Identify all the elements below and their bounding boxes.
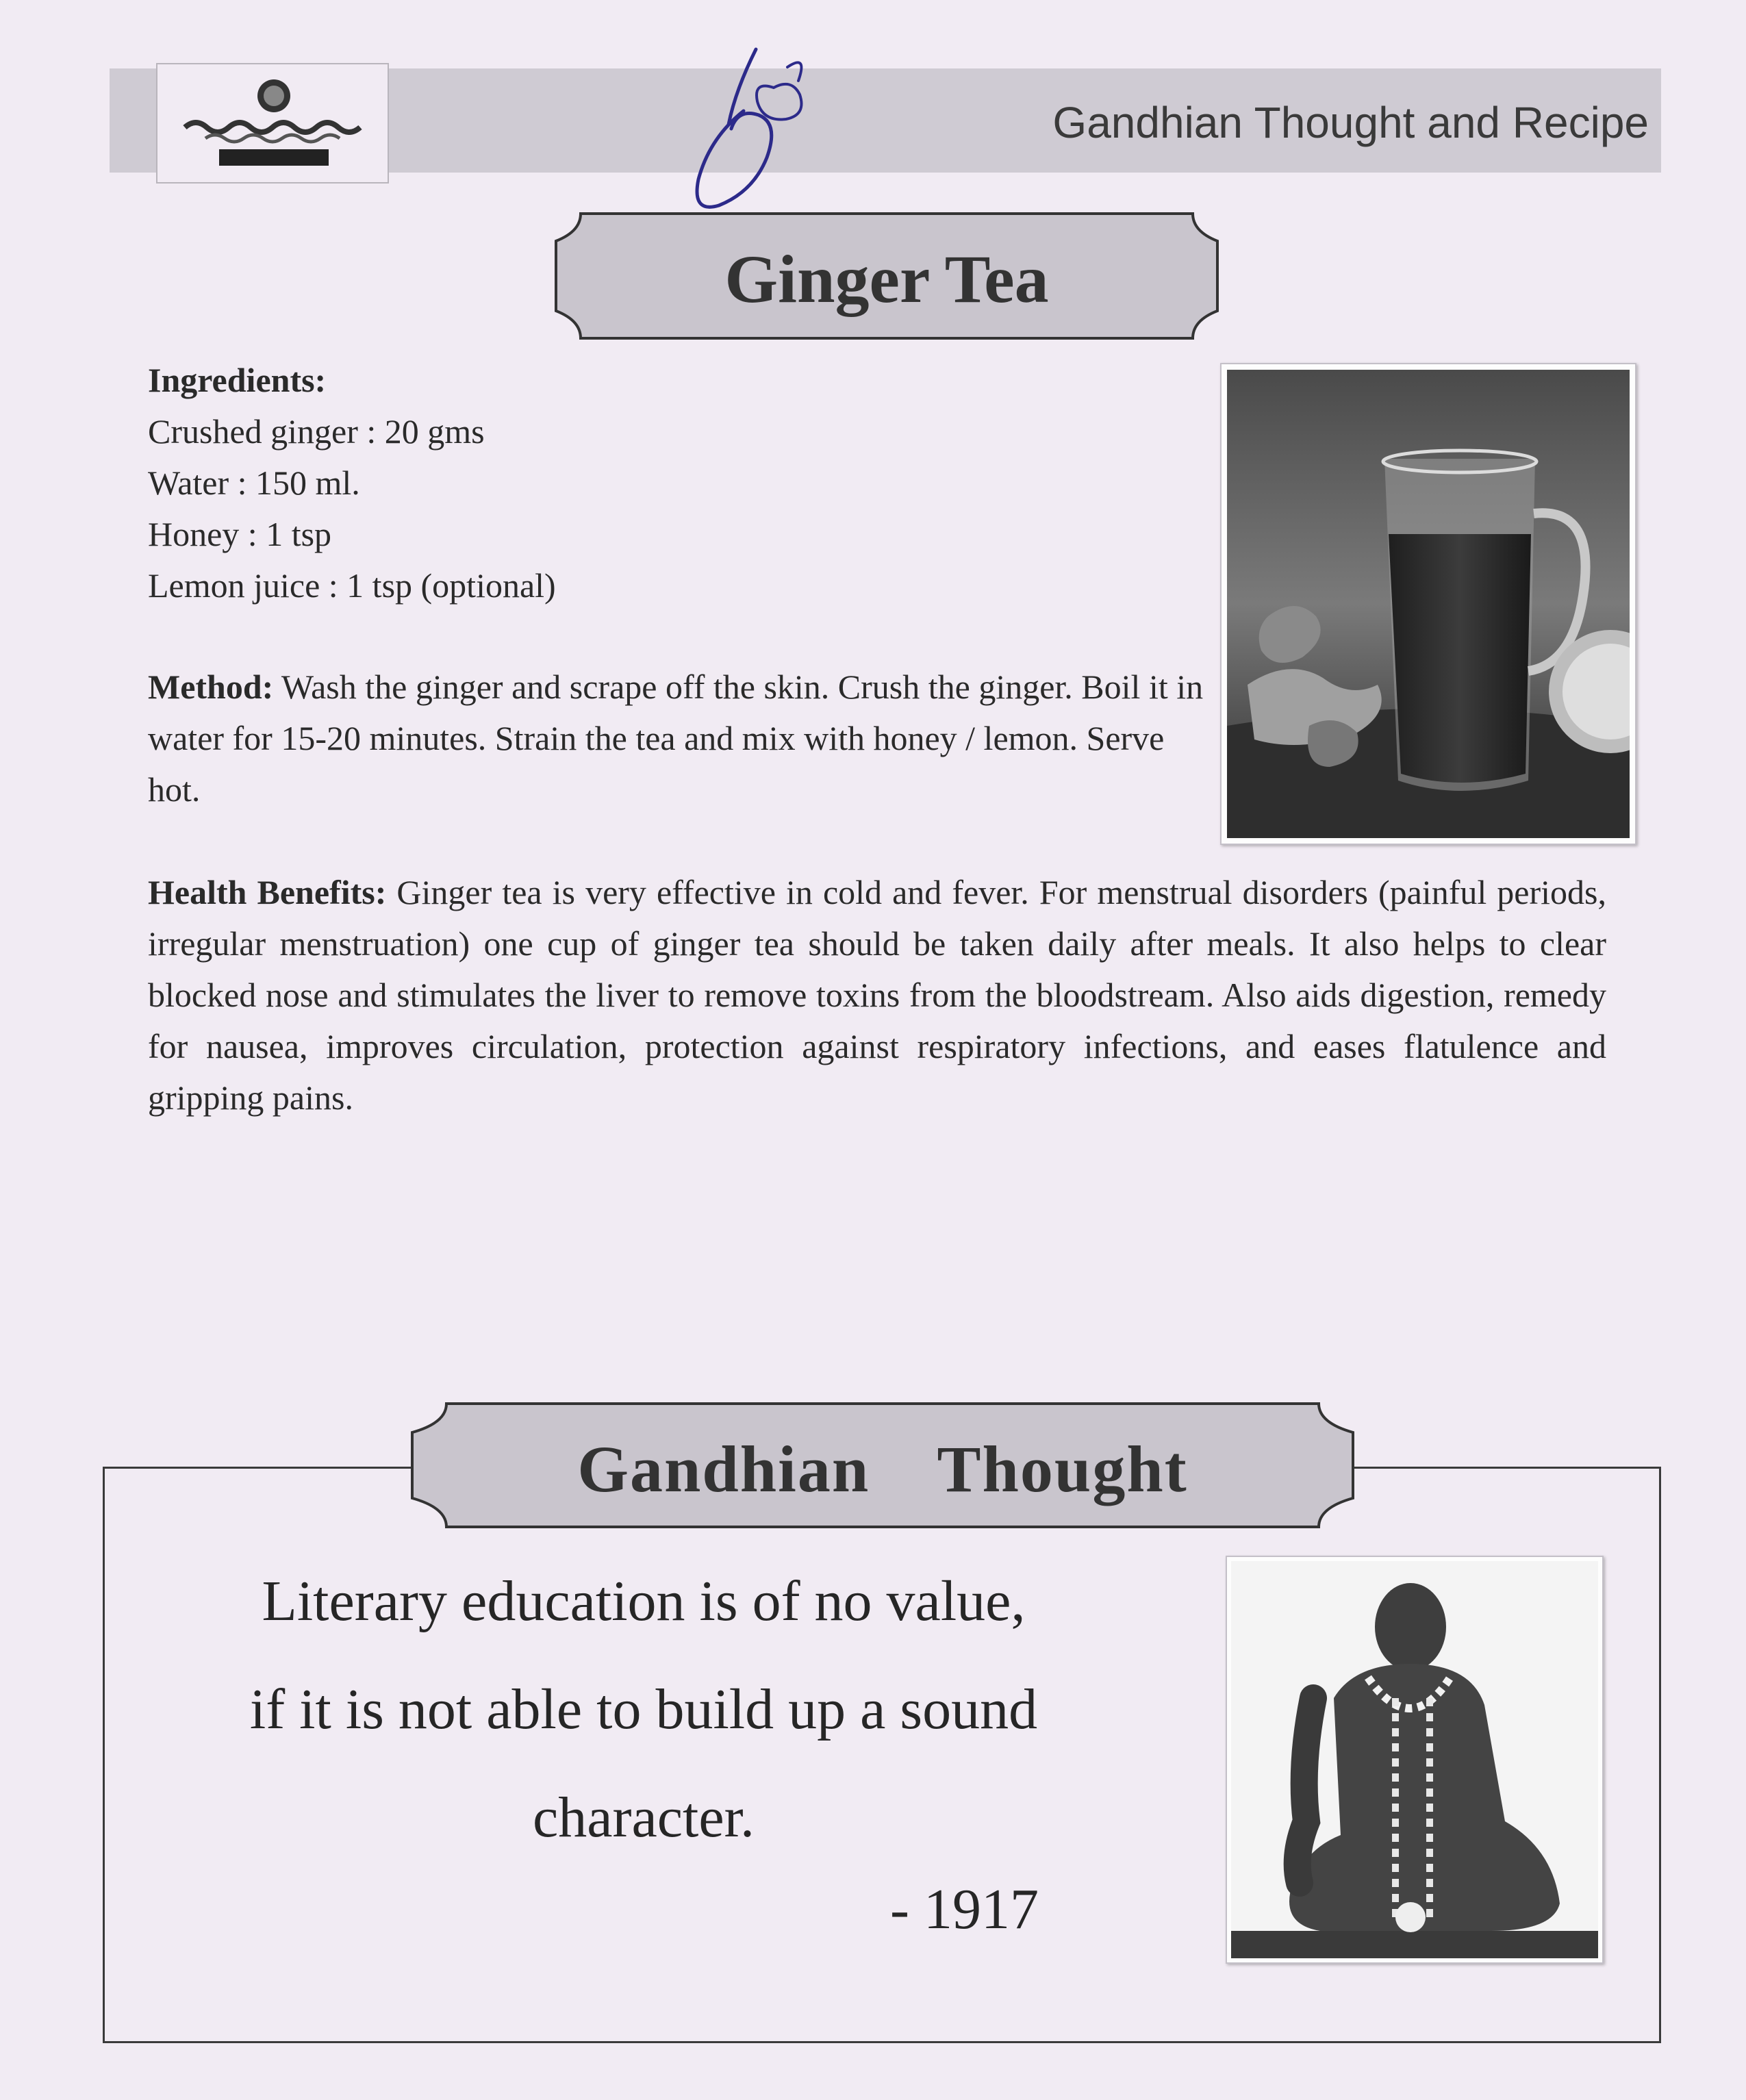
quote-year: - 1917: [890, 1877, 1039, 1941]
sun-over-waves-logo-icon: [157, 64, 388, 182]
thought-title: Gandhian Thought: [577, 1432, 1188, 1506]
method-paragraph: [148, 661, 1216, 815]
ingredient-item: Honey : 1 tsp: [148, 515, 332, 553]
ingredients-heading: Ingredients:: [148, 361, 327, 399]
ginger-tea-photo: [1220, 363, 1636, 845]
tea-glass-icon: [1227, 370, 1630, 838]
health-benefits-paragraph: [148, 867, 1606, 1124]
handwritten-page-number-icon: [685, 40, 822, 218]
health-benefits-label: Health Benefits:: [148, 873, 387, 911]
recipe-title-plate: [553, 211, 1220, 341]
quote-line: Literary education is of no value,: [262, 1569, 1026, 1633]
gandhi-quote: [157, 1547, 1130, 1872]
ingredient-item: Water : 150 ml.: [148, 464, 360, 502]
logo: [156, 63, 389, 184]
method-label: Method:: [148, 668, 274, 706]
thought-title-plate: [409, 1401, 1356, 1530]
method-text: Wash the ginger and scrape off the skin. Crush the ginger. Boil it in water for 15-20 minutes. Strain the tea and mix with honey / lemon. Serve hot.: [148, 668, 1204, 809]
quote-line: if it is not able to build up a sound: [249, 1678, 1038, 1741]
header-title: Gandhian Thought and Recipe: [1052, 98, 1649, 147]
gandhi-statue-icon: [1231, 1561, 1598, 1958]
recipe-title: Ginger Tea: [724, 241, 1049, 317]
ingredients-list: [148, 355, 764, 611]
gandhi-statue-photo: [1226, 1556, 1604, 1964]
ingredient-item: Lemon juice : 1 tsp (optional): [148, 566, 556, 605]
quote-line: character.: [532, 1786, 755, 1849]
health-benefits-text: Ginger tea is very effective in cold and fever. For menstrual disorders (painful periods, irregular menstruation) one cup of ginger tea should be taken daily after meals. It also helps to clear blocked nose and stimulates the liver to remove toxins from the bloodstream. Also aids digestion, remedy for nausea, improves circulation, protection against respiratory infections, and eases flatulence and gripping pains.: [148, 873, 1606, 1117]
ingredient-item: Crushed ginger : 20 gms: [148, 412, 485, 451]
